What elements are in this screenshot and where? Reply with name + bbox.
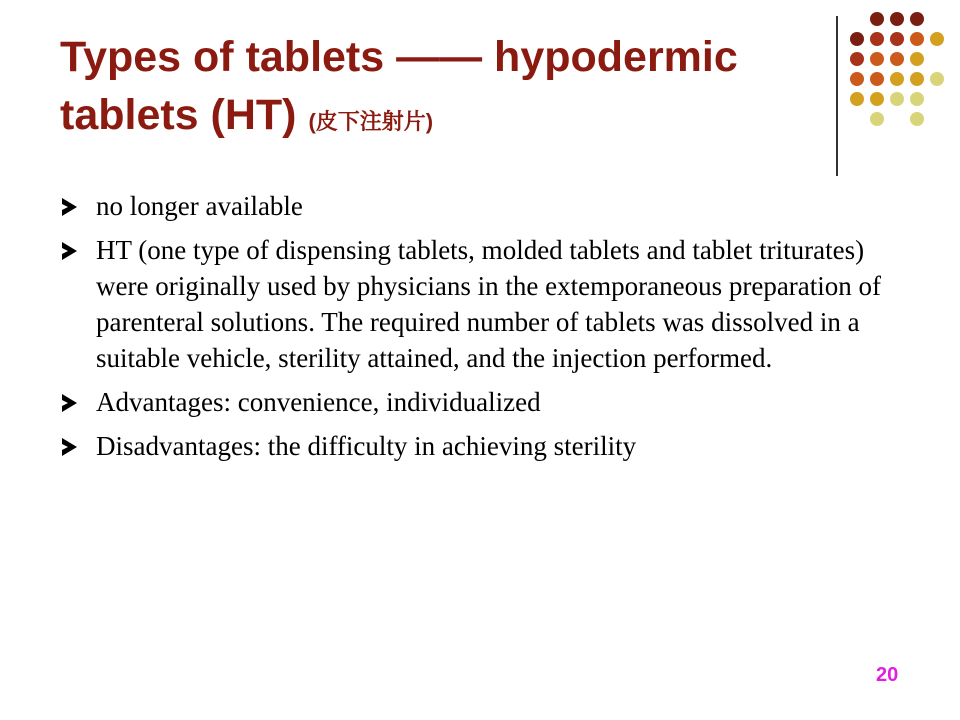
- decorative-dot: [870, 52, 884, 66]
- decorative-dot: [850, 92, 864, 106]
- decorative-dot: [910, 72, 924, 86]
- slide-title: [60, 28, 820, 151]
- decorative-dot: [910, 12, 924, 26]
- title-chinese-suffix: (皮下注射片): [308, 109, 434, 134]
- decorative-dot: [910, 52, 924, 66]
- decorative-dot: [870, 72, 884, 86]
- decorative-dot: [910, 92, 924, 106]
- decorative-dot: [890, 32, 904, 46]
- decorative-dot: [870, 12, 884, 26]
- bullet-list: [62, 188, 922, 472]
- decorative-dot: [910, 112, 924, 126]
- decorative-dot: [890, 72, 904, 86]
- arrow-bullet-icon: [62, 394, 77, 412]
- arrow-bullet-icon: [62, 242, 77, 260]
- title-divider: [836, 16, 838, 176]
- bullet-text: HT (one type of dispensing tablets, molded tablets and tablet triturates) were originally used by physicians in the extemporaneous preparation of parenteral solutions. The required number of tablets was dissolved in a suitable vehicle, sterility attained, and the injection performed.: [96, 235, 882, 373]
- decorative-dot: [870, 112, 884, 126]
- decorative-dot: [850, 32, 864, 46]
- decorative-dot: [930, 72, 944, 86]
- arrow-bullet-icon: [62, 438, 77, 456]
- title-line-2: [60, 86, 820, 151]
- decorative-dot: [890, 12, 904, 26]
- bullet-text: Advantages: convenience, individualized: [96, 387, 541, 417]
- title-line-1: Types of tablets —— hypodermic: [60, 33, 738, 81]
- bullet-item: [62, 232, 922, 376]
- page-number: 20: [876, 664, 899, 686]
- title-line-2-text: tablets (HT): [60, 91, 297, 139]
- bullet-item: [62, 188, 922, 224]
- bullet-item: [62, 428, 922, 464]
- arrow-bullet-icon: [62, 198, 77, 216]
- decorative-dot: [890, 52, 904, 66]
- decorative-dot: [870, 92, 884, 106]
- bullet-text: no longer available: [96, 191, 303, 221]
- decorative-dot: [870, 32, 884, 46]
- decorative-dot: [850, 72, 864, 86]
- bullet-item: [62, 384, 922, 420]
- decorative-dot: [890, 92, 904, 106]
- decorative-dot: [850, 52, 864, 66]
- bullet-text: Disadvantages: the difficulty in achieving sterility: [96, 431, 637, 461]
- decorative-dot: [910, 32, 924, 46]
- decorative-dot: [930, 32, 944, 46]
